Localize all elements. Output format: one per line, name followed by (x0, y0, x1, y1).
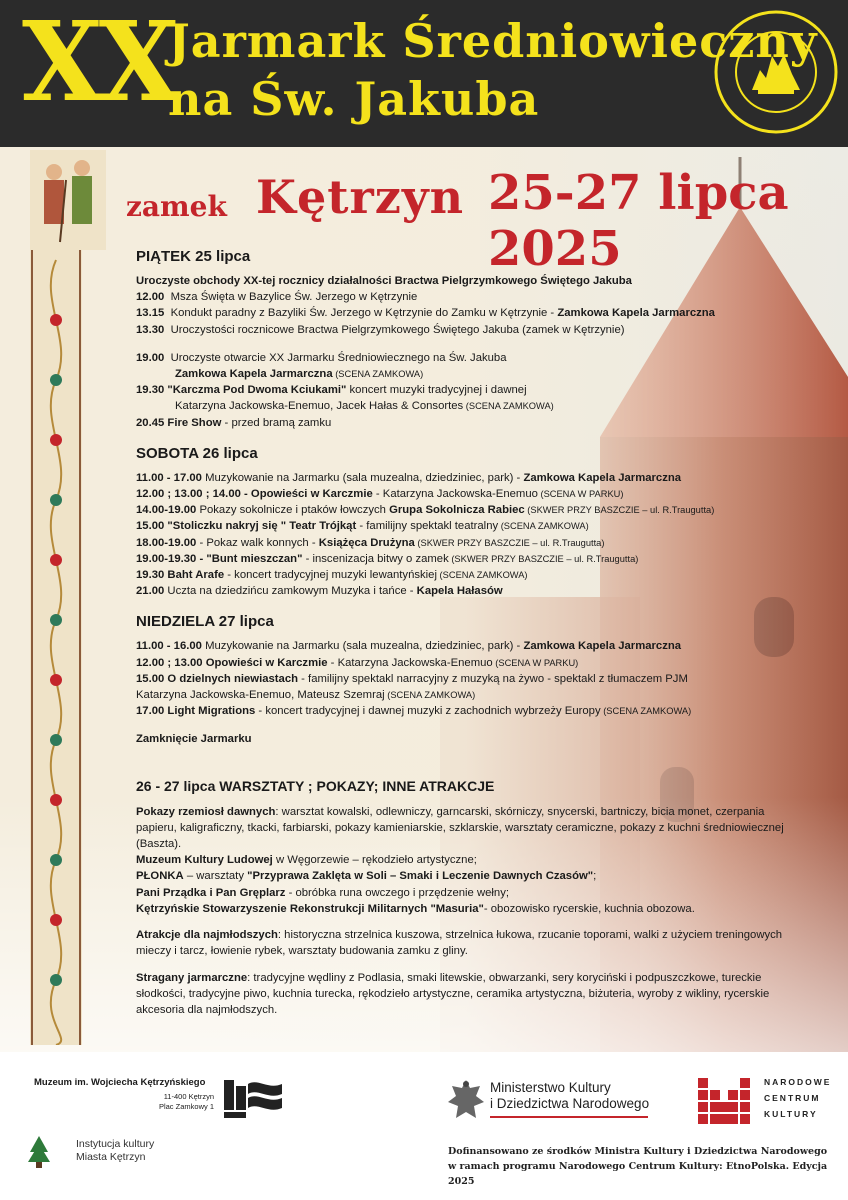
sunday-title: NIEDZIELA 27 lipca (136, 613, 274, 631)
headline-prefix: zamek (126, 190, 227, 223)
schedule-row: 20.45 Fire Show - przed bramą zamku (136, 416, 332, 429)
kids-paragraph: Atrakcje dla najmłodszych: historyczna strzelnica kuszowa, strzelnica łukowa, rzucanie toporami, walki z użyciem treningowych mieczy i tarcz, łowienie rybek, warsztaty budowania zamku z gliny. (136, 929, 783, 958)
medieval-pilgrims-illustration (30, 150, 106, 250)
jarmark-seal-logo (712, 8, 840, 136)
schedule-row: 15.00 "Stoliczku nakryj się " Teatr Trójkąt - familijny spektakl teatralny (SCENA ZAMKOWA) (136, 520, 589, 533)
ornamental-border (30, 150, 82, 1045)
museum-name: Muzeum im. Wojciecha Kętrzyńskiego (34, 1077, 206, 1088)
schedule-row: 12.00 ; 13.00 Opowieści w Karczmie - Katarzyna Jackowska-Enemuo (SCENA W PARKU) (136, 656, 579, 669)
museum-address: 11-400 Kętrzyn Plac Zamkowy 1 (158, 1092, 214, 1111)
workshops-title: 26 - 27 lipca WARSZTATY ; POKAZY; INNE ATRAKCJE (136, 777, 495, 794)
headline-city: Kętrzyn (256, 170, 465, 224)
schedule-row: 11.00 - 17.00 Muzykowanie na Jarmarku (sala muzealna, dziedziniec, park) - Zamkowa Kapela Jarmarczna (136, 471, 682, 484)
schedule-row: 19.00 Uroczyste otwarcie XX Jarmarku Średniowiecznego na Św. Jakuba (136, 351, 507, 364)
schedule-row: 13.15 Kondukt paradny z Bazyliki Św. Jerzego w Kętrzynie do Zamku w Kętrzynie - Zamkowa Kapela Jarmarczna (136, 307, 715, 320)
schedule-row: 11.00 - 16.00 Muzykowanie na Jarmarku (sala muzealna, dziedziniec, park) - Zamkowa Kapela Jarmarczna (136, 640, 682, 653)
ketrzyn-city-logo (26, 1134, 52, 1170)
museum-logo (222, 1076, 284, 1120)
event-program (136, 248, 836, 1018)
polish-eagle-emblem (444, 1076, 488, 1126)
friday-intro: Uroczyste obchody XX-tej rocznicy działalności Bractwa Pielgrzymkowego Świętego Jakuba (136, 275, 632, 287)
header-banner (0, 0, 848, 147)
ministry-underline (490, 1116, 648, 1118)
event-title-line1: Jarmark Średniowieczny (168, 14, 818, 68)
schedule-row-cont: Katarzyna Jackowska-Enemuo, Mateusz Szemraj (SCENA ZAMKOWA) (136, 689, 476, 702)
schedule-row: 19.00-19.30 - "Bunt mieszczan" - inscenizacja bitwy o zamek (SKWER PRZY BASZCZIE – ul. R.Traugutta) (136, 552, 639, 565)
schedule-row: 12.00 Msza Święta w Bazylice Św. Jerzego w Kętrzynie (136, 291, 418, 304)
schedule-row: 21.00 Uczta na dziedzińcu zamkowym Muzyka i tańce - Kapela Hałasów (136, 585, 503, 598)
schedule-row: 12.00 ; 13.00 ; 14.00 - Opowieści w Karczmie - Katarzyna Jackowska-Enemuo (SCENA W PARKU) (136, 488, 624, 501)
schedule-row: 13.30 Uroczystości rocznicowe Bractwa Pielgrzymkowego Świętego Jakuba (zamek w Kętrzynie) (136, 323, 625, 336)
schedule-row: 19.30 Baht Arafe - koncert tradycyjnej muzyki lewantyńskiej (SCENA ZAMKOWA) (136, 569, 528, 582)
schedule-row-cont: Zamkowa Kapela Jarmarczna (SCENA ZAMKOWA) (175, 368, 424, 381)
crafts-paragraph: Pokazy rzemiosł dawnych: warsztat kowalski, odlewniczy, garncarski, skórniczy, snycerski, bartniczy, bicia monet, czerpania papieru, kaligraficzny, tkacki, farbiarski, pokazy kamieniarskie, szklarskie, warsztaty ceramiczne, pokazy z kuchni średniowiecznej (Baszta). Muzeum Kultury Ludowej w Węgorzewie – rękodzieło artystyczne; PŁONKA – warsztaty "Przyprawa Zaklęta w Soli – Smaki i Leczenie Dawnych Czasów"; Pani Prządka i Pan Gręplarz - obróbka runa owczego i przędzenie wełny; Kętrzyńskie Stowarzyszenie Rekonstrukcji Militarnych "Masuria"- obozowisko rycerskie, kuchnia obozowa. (136, 805, 784, 915)
nck-name: NARODOWE CENTRUM KULTURY (764, 1077, 832, 1119)
ministry-name: Ministerstwo Kultury i Dziedzictwa Narodowego (490, 1080, 650, 1111)
sponsors-footer (0, 1052, 848, 1200)
friday-title: PIĄTEK 25 lipca (136, 248, 251, 265)
schedule-row: 17.00 Light Migrations - koncert tradycyjnej i dawnej muzyki z zachodnich wybrzeży Europy (SCENA ZAMKOWA) (136, 705, 692, 718)
schedule-row-cont: Katarzyna Jackowska-Enemuo, Jacek Hałas & Consortes (SCENA ZAMKOWA) (175, 400, 554, 413)
headline-dates: 25-27 lipca 2025 (488, 165, 789, 277)
schedule-row: 15.00 O dzielnych niewiastach - familijny spektakl narracyjny z muzyką na żywo - spektakl z tłumaczem PJM (136, 672, 688, 685)
stalls-paragraph: Stragany jarmarczne: tradycyjne wędliny z Podlasia, smaki litewskie, obwarzanki, sery koryciński i podpuszczkowe, tureckie słodkości, tradycyjne piwo, kuchnia turecka, rękodzieło artystyczne, ceramika artystyczna, biżuteria, wyroby z wikliny, rycerskie akcesoria dla najmłodszych. (136, 971, 770, 1016)
closing-note: Zamknięcie Jarmarku (136, 733, 252, 746)
city-institution: Instytucja kultury Miasta Kętrzyn (76, 1138, 155, 1163)
edition-numeral: XX (22, 0, 176, 127)
saturday-title: SOBOTA 26 lipca (136, 444, 258, 462)
nck-logo (696, 1076, 752, 1126)
schedule-row: 19.30 "Karczma Pod Dwoma Kciukami" koncert muzyki tradycyjnej i dawnej (136, 384, 527, 397)
event-title-line2: na Św. Jakuba (168, 72, 540, 126)
schedule-row: 14.00-19.00 Pokazy sokolnicze i ptaków łowczych Grupa Sokolnicza Rabiec (SKWER PRZY BASZCZIE – ul. R.Traugutta) (136, 504, 715, 517)
schedule-row: 18.00-19.00 - Pokaz walk konnych - Książęca Drużyna (SKWER PRZY BASZCZIE – ul. R.Traugutta) (136, 536, 605, 549)
funding-note: Dofinansowano ze środków Ministra Kultury i Dziedzictwa Narodowego w ramach programu Narodowego Centrum Kultury: EtnoPolska. Edycja 2025 (448, 1146, 828, 1187)
